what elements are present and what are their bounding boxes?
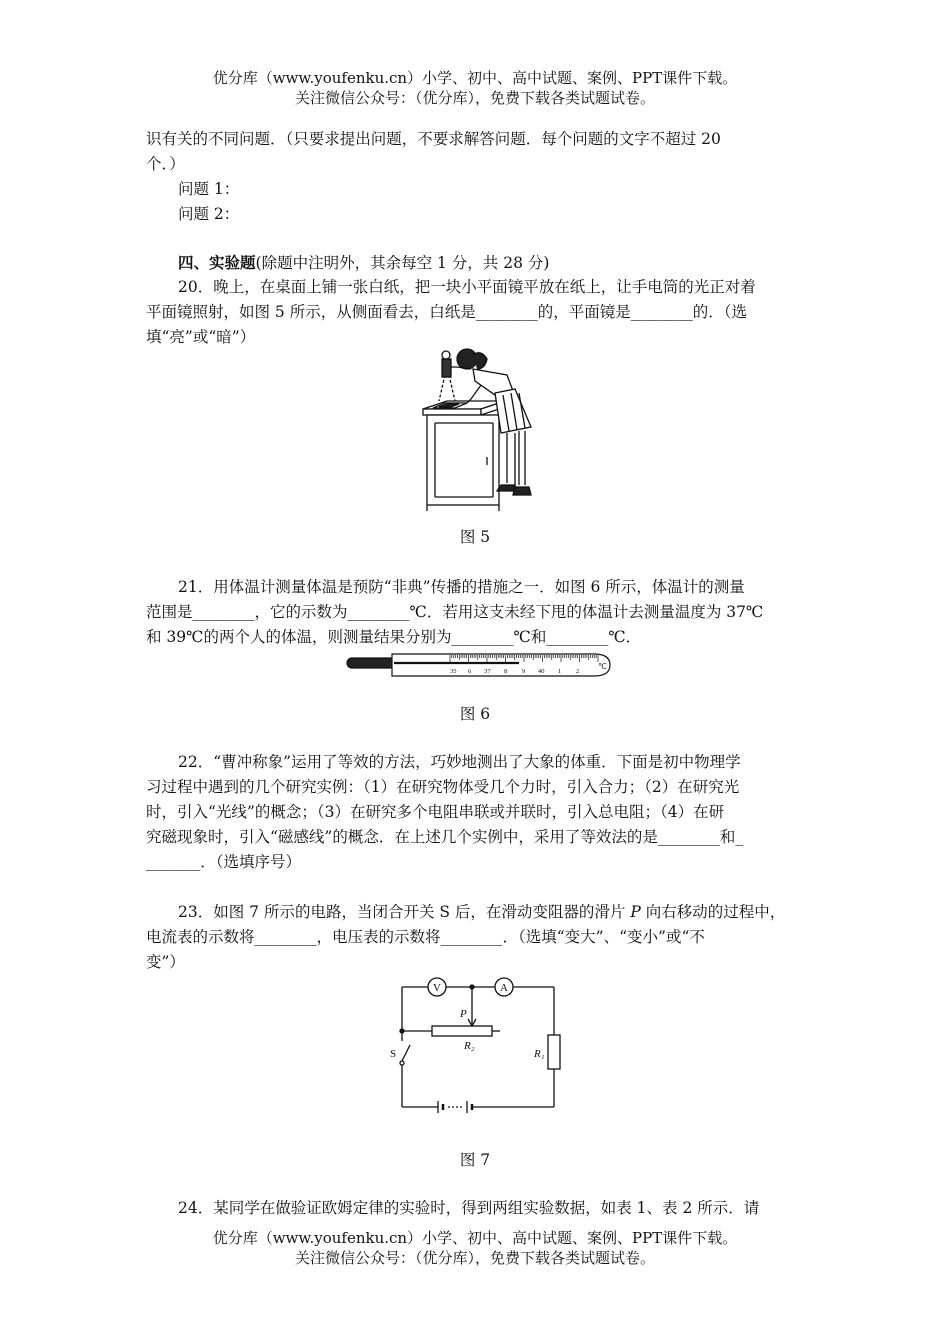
scale-label: 8 (504, 668, 508, 675)
q20-line2: 平面镜照射，如图 5 所示，从侧面看去，白纸是________的，平面镜是________的．（选 (146, 303, 747, 321)
q23-line1-a: 23．如图 7 所示的电路，当闭合开关 S 后，在滑动变阻器的滑片 (178, 903, 631, 921)
section-title-row (178, 250, 844, 276)
q22-line3: 时，引入“光线”的概念；（3）在研究多个电阻串联或并联时，引入总电阻；（4）在研 (146, 803, 725, 821)
scale-label: 35 (450, 668, 457, 675)
q22-line5: _______．（选填序号） (146, 853, 302, 871)
scale-label: 1 (558, 668, 562, 675)
q23-line3: 变”） (146, 953, 185, 971)
q21-line1: 21．用体温计测量体温是预防“非典”传播的措施之一．如图 6 所示，体温计的测量 (178, 578, 745, 596)
page-footer-line1: 优分库（www.youfenku.cn）小学、初中、高中试题、案例、PPT课件下载。 (212, 1229, 738, 1247)
q23-slider-symbol: P (630, 903, 641, 921)
scale-label: 40 (538, 668, 545, 675)
q22-line1: 22．“曹冲称象”运用了等效的方法，巧妙地测出了大象的体重．下面是初中物理学 (178, 753, 741, 771)
ammeter-label: A (500, 982, 508, 994)
q22-line2: 习过程中遇到的几个研究实例：（1）在研究物体受几个力时，引入合力；（2）在研究光 (146, 778, 740, 796)
q20-line1: 20．晚上，在桌面上铺一张白纸，把一块小平面镜平放在纸上，让手电筒的光正对着 (178, 278, 756, 296)
scale-label: 6 (468, 668, 472, 675)
page-header-line2: 关注微信公众号：（优分库），免费下载各类试题试卷。 (294, 89, 655, 107)
q19-problem1: 问题 1： (178, 180, 240, 198)
scale-label: 2 (576, 668, 580, 675)
page-header-line1: 优分库（www.youfenku.cn）小学、初中、高中试题、案例、PPT课件下载。 (212, 69, 738, 87)
slider-label: P (460, 1008, 467, 1020)
scale-label: 37 (484, 668, 491, 675)
q19-line1: 识有关的不同问题．（只要求提出问题，不要求解答问题．每个问题的文字不超过 20 (146, 130, 721, 148)
q22-line4: 究磁现象时，引入“磁感线”的概念．在上述几个实例中，采用了等效法的是________和_ (146, 828, 744, 846)
section-note: (除题中注明外，其余每空 1 分，共 28 分) (255, 254, 550, 272)
figure-6-thermometer (344, 648, 614, 682)
scale-label: 9 (522, 668, 526, 675)
q19-problem2: 问题 2： (178, 205, 240, 223)
q21-line2: 范围是________，它的示数为________℃．若用这支未经下甩的体温计去测量温度为 37℃ (146, 603, 764, 621)
figure-5-illustration (415, 345, 540, 515)
voltmeter-label: V (433, 982, 441, 994)
r2-label: R₂ (464, 1040, 475, 1052)
section-title: 四、实验题 (178, 253, 256, 272)
scale-unit: ℃ (598, 662, 607, 671)
page-footer-line2: 关注微信公众号：（优分库），免费下载各类试题试卷。 (294, 1249, 655, 1267)
figure-6-caption: 图 6 (459, 705, 491, 723)
q20-line3: 填“亮”或“暗”） (146, 328, 256, 346)
switch-label: S (390, 1048, 397, 1060)
q23-line2: 电流表的示数将________，电压表的示数将________．（选填“变大”、“变小”或“不 (146, 928, 705, 946)
q19-line2: 个．） (146, 155, 185, 173)
r1-label: R₁ (534, 1048, 545, 1060)
figure-7-circuit (390, 975, 570, 1115)
q23-line1 (178, 900, 844, 925)
q24-line1: 24．某同学在做验证欧姆定律的实验时，得到两组实验数据，如表 1、表 2 所示．请 (178, 1199, 760, 1217)
figure-7-caption: 图 7 (459, 1151, 491, 1169)
q21-line3: 和 39℃的两个人的体温，则测量结果分别为________℃和________℃． (146, 628, 642, 646)
figure-5-caption: 图 5 (459, 528, 491, 546)
q23-line1-b: 向右移动的过程中， (640, 903, 786, 921)
